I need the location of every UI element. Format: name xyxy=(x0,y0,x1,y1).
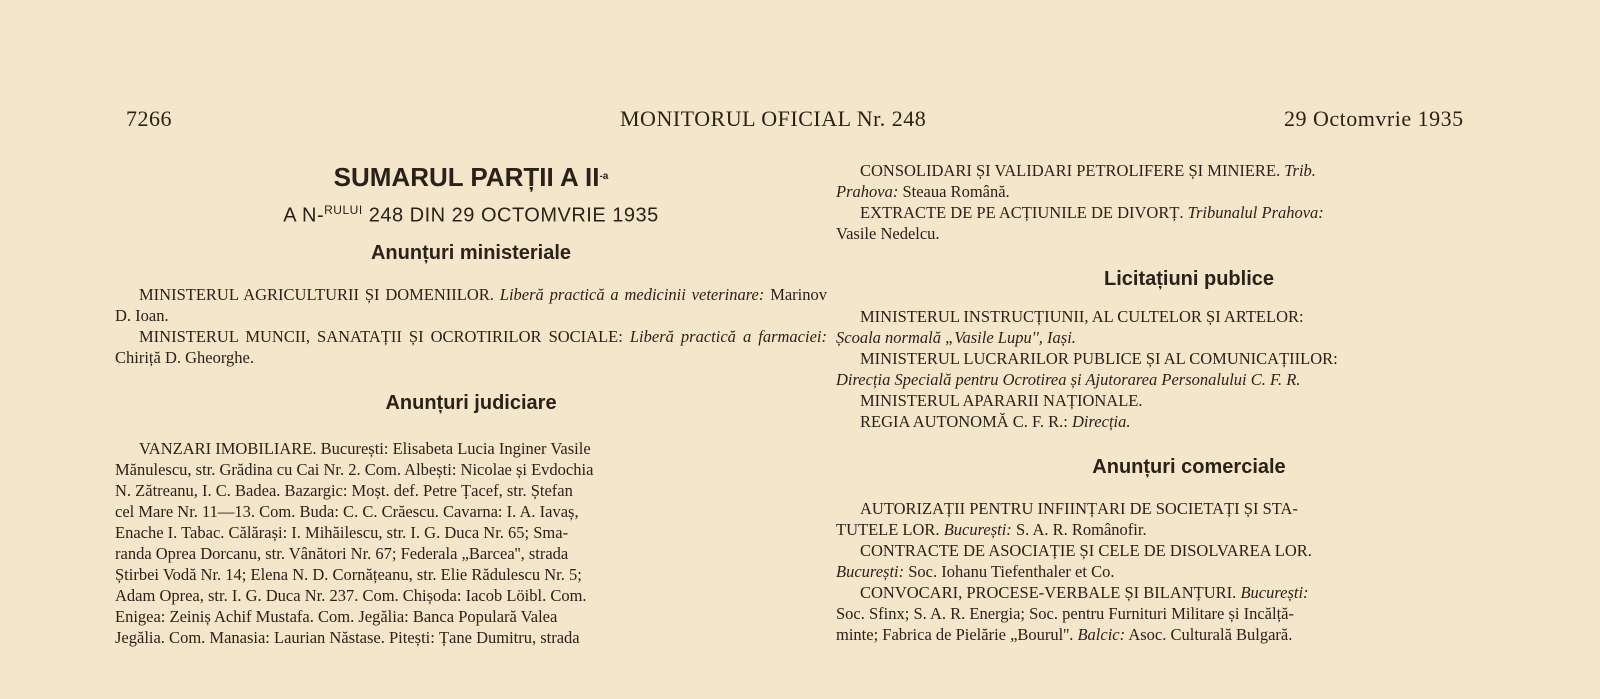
commercial-entries: AUTORIZAȚII PENTRU INFIINȚARI DE SOCIETAȚI ȘI STA- TUTELE LOR. București: S. A. R. Românofir. CONTRACTE DE ASOCIAȚIE ȘI CELE DE DISOLVAREA LOR. București: Soc. Iohanu Tiefenthaler et Co. CONVOCARI, PROCESE-VERBALE ȘI BILANȚURI. București: Soc. Sfinx; S. A. R. Energia; Soc. pentru Furnituri Militare și Incălță- minte; Fabrica de Pielărie „Bourul''. Balcic: Asoc. Culturală Bulgară. xyxy=(836,499,1312,644)
judicial-line: Mănulescu, str. Grădina cu Cai Nr. 2. Com. Albești: Nicolae și Evdochia xyxy=(115,459,594,479)
right-column xyxy=(836,160,1542,645)
ministerial-entry-agriculture: MINISTERUL AGRICULTURII ȘI DOMENIILOR. Liberă practică a medicinii veterinare: Marinov D. Ioan. xyxy=(115,284,828,325)
left-column xyxy=(115,160,827,648)
section-heading-auctions: Licitațiuni publice xyxy=(1103,268,1274,290)
page-number: 7266 xyxy=(126,106,172,131)
judicial-line: VANZARI IMOBILIARE. București: Elisabeta Lucia Inginer Vasile xyxy=(139,438,591,458)
judicial-line: Adam Oprea, str. I. G. Duca Nr. 237. Com. Chișoda: Iacob Löibl. Com. xyxy=(115,585,587,605)
judicial-line: Enigea: Zeiniș Achif Mustafa. Com. Jegălia: Banca Populară Valea xyxy=(115,606,558,626)
entry-petroleum: CONSOLIDARI ȘI VALIDARI PETROLIFERE ȘI MINIERE. Trib. Prahova: Steaua Română. xyxy=(836,161,1316,201)
auction-entries: MINISTERUL INSTRUCȚIUNII, AL CULTELOR ȘI ARTELOR: Școala normală „Vasile Lupu'', Iași. MINISTERUL LUCRARILOR PUBLICE ȘI AL COMUNICAȚIILOR: Direcția Specială pentru Ocrotirea și Ajutorarea Personalului C. F. R. MINISTERUL APARARII NAȚIONALE. REGIA AUTONOMĂ C. F. R.: Direcția. xyxy=(836,307,1338,431)
ministerial-entry-labour: MINISTERUL MUNCII, SANATAȚII ȘI OCROTIRILOR SOCIALE: Liberă practică a farmaciei: Chiriță D. Gheorghe. xyxy=(115,326,827,367)
judicial-line: N. Zătreanu, I. C. Badea. Bazargic: Moșt. def. Petre Țacef, str. Ștefan xyxy=(115,480,573,500)
summary-subtitle: A N-$^{RULUI}$ 248 DIN 29 OCTOMVRIE 1935 xyxy=(283,203,659,227)
judicial-entry-real-estate xyxy=(115,438,827,648)
judicial-line: randa Oprea Dorcanu, str. Vânători Nr. 67; Federala „Barcea'', strada xyxy=(115,543,569,563)
judicial-line: Enache I. Tabac. Călărași: I. Mihăilescu, str. I. G. Duca Nr. 65; Sma- xyxy=(115,522,569,542)
section-heading-judicial: Anunțuri judiciare xyxy=(385,391,557,414)
issue-date: 29 Octomvrie 1935 xyxy=(1284,106,1464,131)
section-heading-ministerial: Anunțuri ministeriale xyxy=(370,241,572,264)
judicial-line: cel Mare Nr. 11—13. Com. Buda: C. C. Crăescu. Cavarna: I. A. Iavaș, xyxy=(115,501,579,521)
entry-divorce: EXTRACTE DE PE ACȚIUNILE DE DIVORȚ. Tribunalul Prahova: Vasile Nedelcu. xyxy=(836,203,1324,243)
publication-title: MONITORUL OFICIAL Nr. 248 xyxy=(620,106,927,131)
summary-title: SUMARUL PARȚII A $II^{-a}$ xyxy=(333,162,609,192)
judicial-line: Jegălia. Com. Manasia: Laurian Năstase. Pitești: Țane Dumitru, strada xyxy=(115,627,580,647)
section-heading-commercial: Anunțuri comerciale xyxy=(1092,456,1286,478)
judicial-line: Știrbei Vodă Nr. 14; Elena N. D. Cornățeanu, str. Elie Rădulescu Nr. 5; xyxy=(115,564,582,584)
